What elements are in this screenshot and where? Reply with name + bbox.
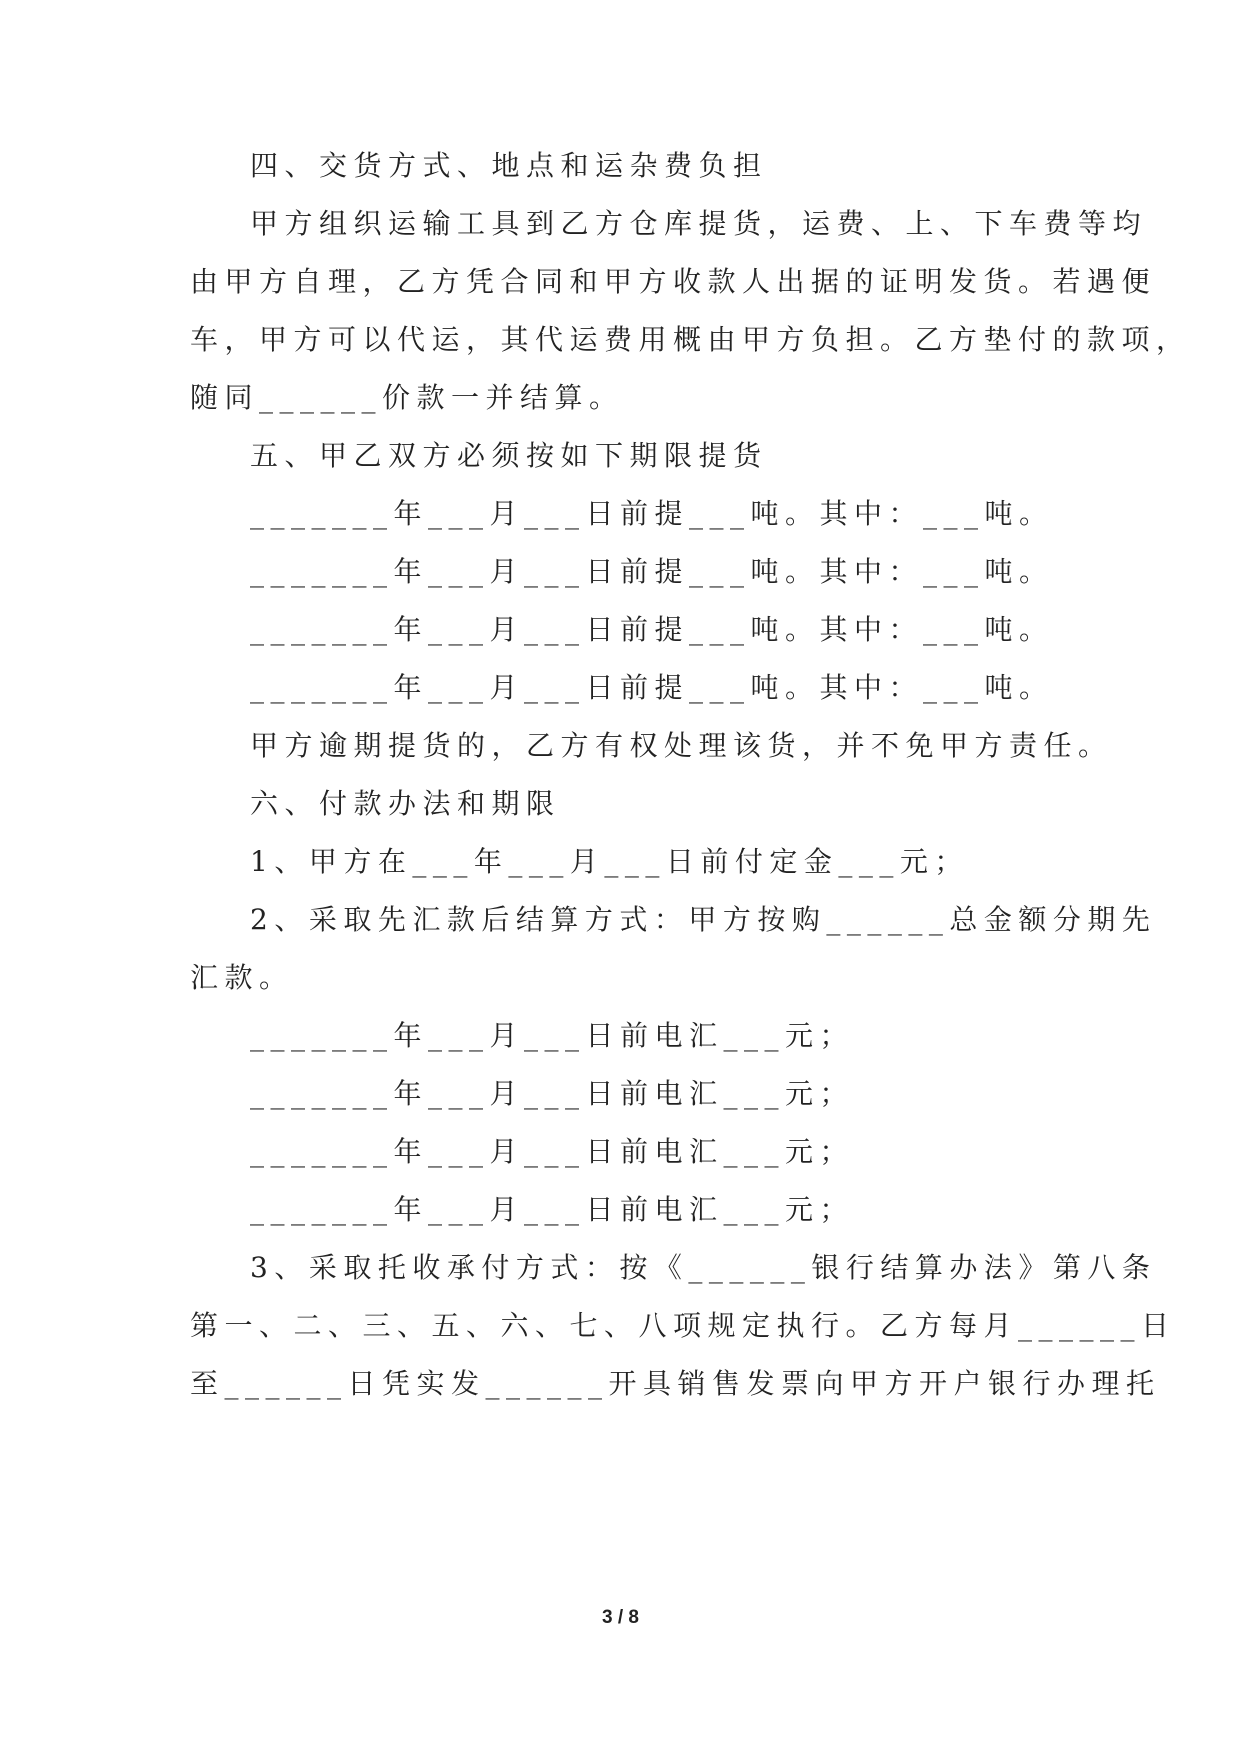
- paragraph-line: 至______日凭实发______开具销售发票向甲方开户银行办理托: [190, 1367, 1161, 1400]
- section-heading-pickup-deadline: 五、甲乙双方必须按如下期限提货: [250, 439, 768, 472]
- pickup-schedule-line: _______年___月___日前提___吨。其中：___吨。: [250, 613, 1054, 646]
- payment-clause-3: 3、采取托收承付方式：按《______银行结算办法》第八条: [250, 1251, 1157, 1284]
- pickup-schedule-line: _______年___月___日前提___吨。其中：___吨。: [250, 671, 1054, 704]
- paragraph-line: 汇款。: [190, 961, 294, 994]
- page-number: 3 / 8: [602, 1607, 639, 1628]
- paragraph-line: 由甲方自理，乙方凭合同和甲方收款人出据的证明发货。若遇便: [190, 265, 1157, 298]
- paragraph-line: 车，甲方可以代运，其代运费用概由甲方负担。乙方垫付的款项，: [190, 323, 1191, 356]
- remittance-schedule-line: _______年___月___日前电汇___元；: [250, 1019, 855, 1052]
- paragraph-line: 甲方组织运输工具到乙方仓库提货，运费、上、下车费等均: [250, 207, 1148, 240]
- section-heading-delivery: 四、交货方式、地点和运杂费负担: [250, 149, 768, 182]
- paragraph-line: 甲方逾期提货的，乙方有权处理该货，并不免甲方责任。: [250, 729, 1113, 762]
- paragraph-line: 第一、二、三、五、六、七、八项规定执行。乙方每月______日: [190, 1309, 1176, 1342]
- paragraph-line: 随同______价款一并结算。: [190, 381, 624, 414]
- pickup-schedule-line: _______年___月___日前提___吨。其中：___吨。: [250, 555, 1054, 588]
- remittance-schedule-line: _______年___月___日前电汇___元；: [250, 1193, 855, 1226]
- payment-clause-2: 2、采取先汇款后结算方式：甲方按购______总金额分期先: [250, 903, 1157, 936]
- pickup-schedule-line: _______年___月___日前提___吨。其中：___吨。: [250, 497, 1054, 530]
- section-heading-payment: 六、付款办法和期限: [250, 787, 561, 820]
- remittance-schedule-line: _______年___月___日前电汇___元；: [250, 1135, 855, 1168]
- payment-clause-1: 1、甲方在___年___月___日前付定金___元；: [250, 845, 969, 878]
- remittance-schedule-line: _______年___月___日前电汇___元；: [250, 1077, 855, 1110]
